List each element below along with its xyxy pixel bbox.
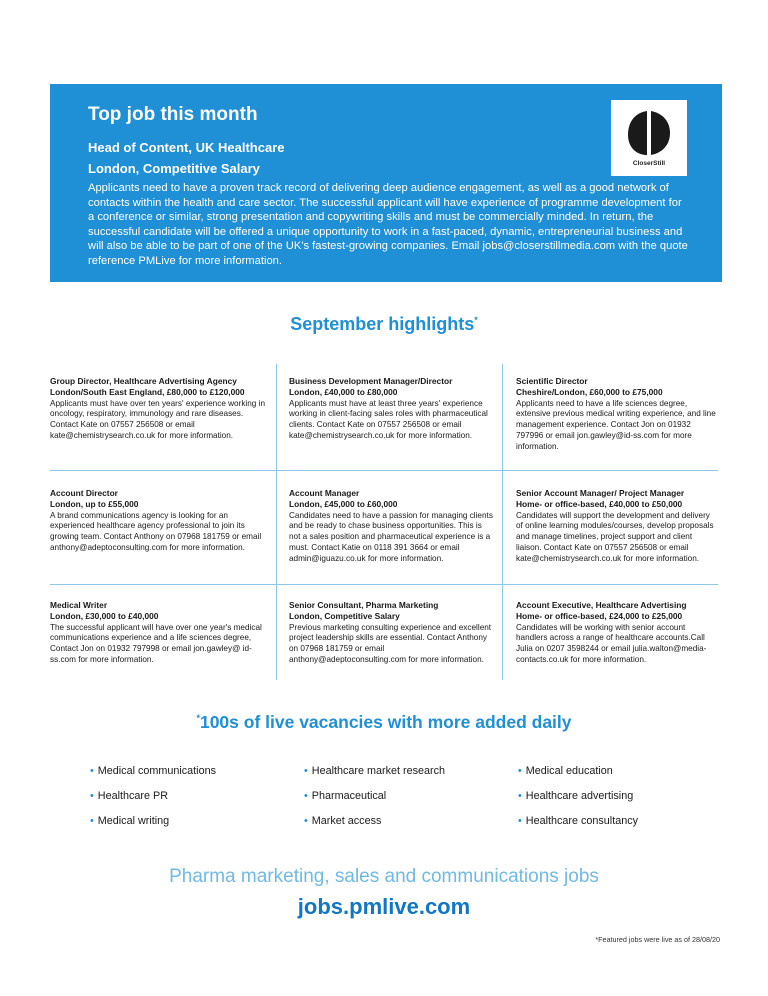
category-item [518, 764, 638, 789]
category-item [304, 789, 445, 814]
highlights-title [0, 314, 768, 335]
category-item [90, 764, 216, 789]
job-salary: London, £30,000 to £40,000 [50, 610, 159, 621]
logo-text: CloserStill [632, 160, 666, 167]
job-title: Business Development Manager/Director [289, 376, 453, 386]
job-title: Medical Writer [50, 600, 108, 610]
category-column [518, 764, 638, 839]
job-title: Group Director, Healthcare Advertising Agency [50, 376, 237, 386]
job-listing [50, 488, 266, 554]
category-item [90, 814, 216, 839]
vacancies-title-text: 100s of live vacancies with more added daily [199, 712, 572, 732]
category-label: Healthcare consultancy [525, 815, 639, 827]
job-listing [289, 488, 495, 565]
bullet-icon: • [518, 790, 522, 802]
highlights-title-text: September highlights [290, 314, 475, 334]
highlights-grid [50, 364, 718, 680]
grid-divider-horizontal [50, 470, 718, 471]
category-item [518, 814, 638, 839]
category-item [90, 789, 216, 814]
category-label: Medical education [525, 765, 613, 777]
job-salary: London, £45,000 to £60,000 [289, 498, 398, 509]
job-listing [516, 600, 716, 666]
top-job-description: Applicants need to have a proven track record of delivering deep audience engagement, as well as a good network of contacts within the health and care sector. The successful applicant will have experience of programme development for a conference or similar, strong presentation and copywriting skills and must be commercially minded. In return, the successful candidate will be offered a unique opportunity to work in a fast-paced, dynamic, entrepreneurial business and will also be able to be part of one of the UK's fastest-growing companies. Email jobs@closerstillmedia.com with the quote reference PMLive for more information. [88, 182, 688, 267]
category-item [304, 814, 445, 839]
top-job-banner [50, 84, 722, 282]
grid-divider-horizontal [50, 584, 718, 585]
job-description: Applicants must have over ten years' experience working in oncology, respiratory, immunology and rare diseases. Contact Kate on 07557 256508 or email kate@chemistrysearch.co.uk for more information. [50, 398, 266, 440]
job-description: Applicants need to have a life sciences degree, extensive previous medical writing experience, and line management experience. Contact Jon on 01932 797996 or email jon.gawley@id-ss.com for more information. [516, 398, 716, 451]
category-label: Medical writing [97, 815, 170, 827]
closerstill-logo-icon [626, 109, 672, 157]
job-description: Candidates will be working with senior account handlers across a range of healthcare accounts.Call Julia on 0207 3598244 or email julia.walton@media-contacts.co.uk for more information. [516, 622, 707, 664]
job-salary: Cheshire/London, £60,000 to £75,000 [516, 386, 663, 397]
bullet-icon: • [304, 790, 308, 802]
category-label: Pharmaceutical [311, 790, 387, 802]
top-job-location: London, Competitive Salary [88, 161, 260, 176]
bullet-icon: • [518, 815, 522, 827]
grid-divider-vertical [276, 364, 277, 680]
job-listing [50, 600, 266, 666]
category-label: Medical communications [97, 765, 216, 777]
category-column [90, 764, 216, 839]
job-description: Candidates need to have a passion for managing clients and be ready to chase business opportunities. This is not a sales position and pharmaceutical experience is a must. Contact Katie on 0118 391 3664 or email admin@iguazu.co.uk for more information. [289, 510, 493, 563]
vacancies-title [0, 712, 768, 733]
category-label: Healthcare market research [311, 765, 445, 777]
job-title: Account Executive, Healthcare Advertising [516, 600, 687, 610]
job-salary: London/South East England, £80,000 to £120,000 [50, 386, 245, 397]
bullet-icon: • [518, 765, 522, 777]
job-listing [289, 600, 495, 666]
job-listing [516, 488, 716, 565]
category-item [518, 789, 638, 814]
category-label: Healthcare PR [97, 790, 168, 802]
site-link[interactable]: jobs.pmlive.com [297, 894, 471, 919]
bullet-icon: • [90, 815, 94, 827]
bullet-icon: • [304, 765, 308, 777]
highlights-asterisk: * [474, 315, 478, 325]
bullet-icon: • [90, 765, 94, 777]
job-salary: Home- or office-based, £24,000 to £25,000 [516, 610, 683, 621]
job-salary: London, Competitive Salary [289, 610, 400, 621]
job-description: A brand communications agency is looking for an experienced healthcare agency professional to join its growing team. Contact Anthony on 07968 181759 or email anthony@adeptoconsulting.com for more information. [50, 510, 262, 552]
job-description: Applicants must have at least three years' experience working in client-facing sales roles with pharmaceutical clients. Contact Kate on 07557 256508 or email kate@chemistrysearch.co.uk for more information. [289, 398, 488, 440]
job-listing [289, 376, 495, 442]
job-listing [516, 376, 716, 453]
job-description: Previous marketing consulting experience and excellent project leadership skills are essential. Contact Anthony on 07968 181759 or email anthony@adeptoconsulting.com for more information. [289, 622, 492, 664]
bullet-icon: • [304, 815, 308, 827]
job-title: Account Director [50, 488, 118, 498]
job-listing [50, 376, 268, 442]
job-title: Scientific Director [516, 376, 588, 386]
category-item [304, 764, 445, 789]
category-column [304, 764, 445, 839]
footnote: *Featured jobs were live as of 28/08/20 [595, 935, 720, 944]
tagline: Pharma marketing, sales and communications jobs [169, 866, 599, 887]
job-title: Account Manager [289, 488, 360, 498]
job-description: Candidates will support the development and delivery of online learning modules/courses, develop proposals and manage timelines, project support and client liaison. Contact Kate on 07557 256508 or email kate@chemistrysearch.co.uk for more information. [516, 510, 714, 563]
job-title: Senior Consultant, Pharma Marketing [289, 600, 439, 610]
job-salary: London, up to £55,000 [50, 498, 139, 509]
vacancies-asterisk: * [196, 713, 200, 724]
bullet-icon: • [90, 790, 94, 802]
job-title: Senior Account Manager/ Project Manager [516, 488, 685, 498]
category-label: Healthcare advertising [525, 790, 634, 802]
top-job-role: Head of Content, UK Healthcare [88, 140, 285, 155]
job-description: The successful applicant will have over one year's medical communications experience and a life sciences degree, Contact Jon on 01932 797998 or email jon.gawley@ id-ss.com for more information. [50, 622, 262, 664]
top-job-heading: Top job this month [88, 104, 258, 125]
job-salary: London, £40,000 to £80,000 [289, 386, 398, 397]
category-label: Market access [311, 815, 382, 827]
closerstill-logo [611, 100, 687, 176]
grid-divider-vertical [502, 364, 503, 680]
job-salary: Home- or office-based, £40,000 to £50,000 [516, 498, 683, 509]
